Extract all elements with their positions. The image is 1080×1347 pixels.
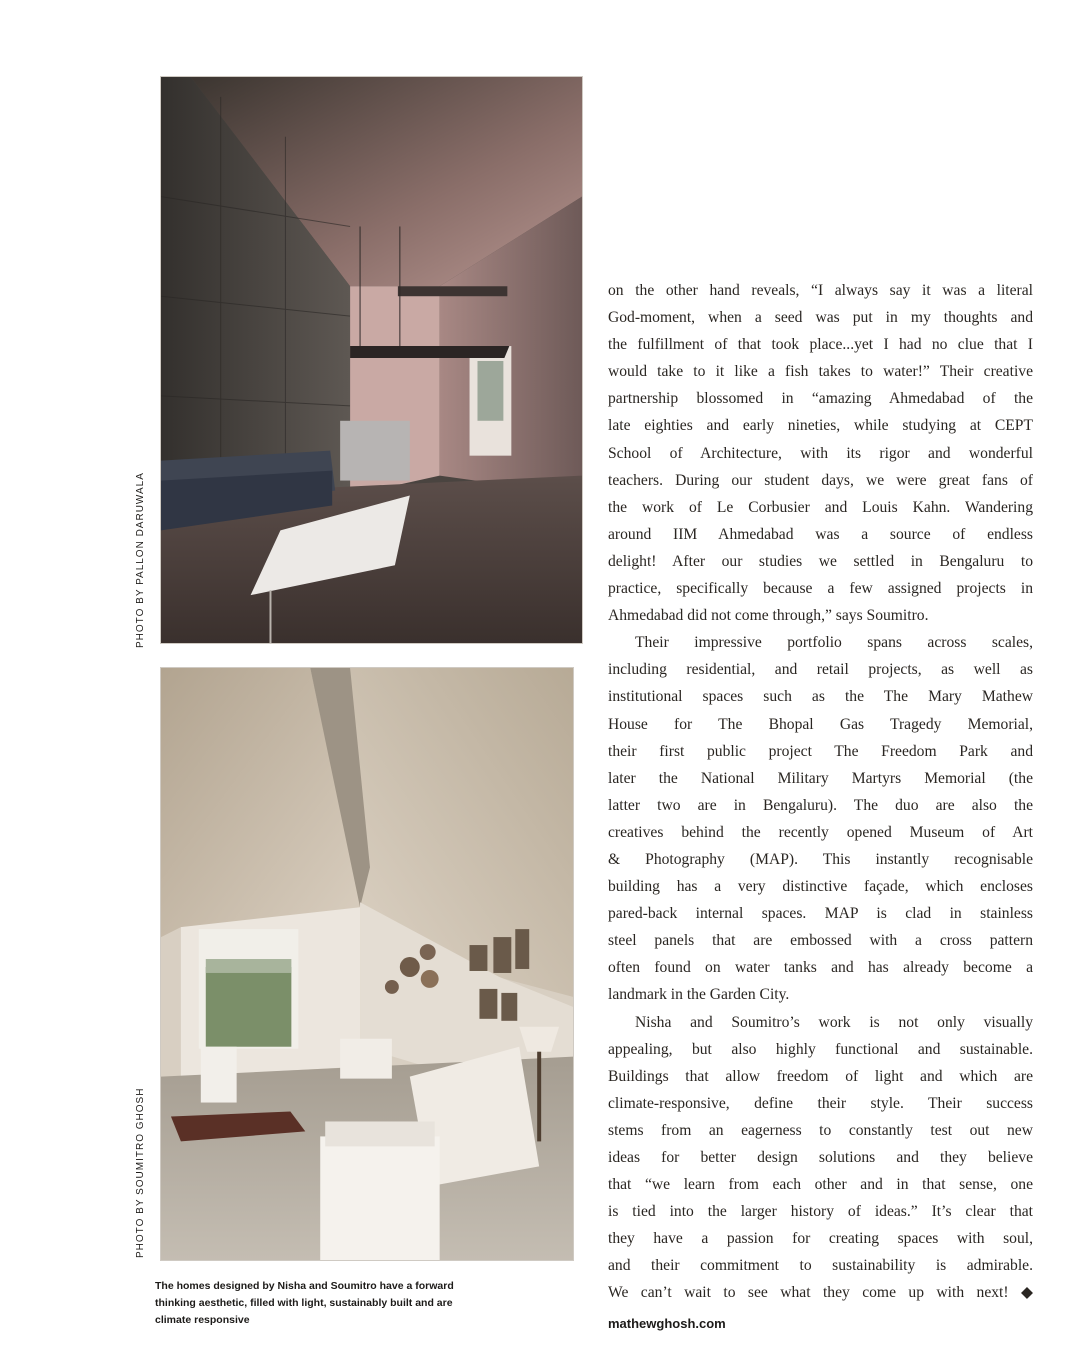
interior-photo-concrete-hall — [160, 76, 583, 644]
article-line: often found on water tanks and has already become a — [608, 959, 1033, 977]
article-line: pared-back internal spaces. MAP is clad in stainless — [608, 905, 1033, 923]
living-room-illustration — [161, 668, 573, 1260]
article-line: late eighties and early nineties, while studying at CEPT — [608, 417, 1033, 435]
article-line: institutional spaces such as the The Mary Mathew — [608, 688, 1033, 706]
article-line: they have a passion for creating spaces with soul, — [608, 1230, 1033, 1248]
article-line: building has a very distinctive façade, which encloses — [608, 878, 1033, 896]
caption-line: climate responsive — [155, 1314, 250, 1326]
article-line: delight! After our studies we settled in Bengaluru to — [608, 552, 1033, 570]
article-line: creatives behind the recently opened Museum of Art — [608, 823, 1033, 841]
article-line: Nisha and Soumitro’s work is not only visually — [635, 1013, 1033, 1031]
article-line: stems from an eagerness to constantly test out new — [608, 1121, 1033, 1139]
article-line: steel panels that are embossed with a cross pattern — [608, 932, 1033, 950]
article-line: is tied into the larger history of ideas.” It’s clear that — [608, 1203, 1033, 1221]
article-line: later the National Military Martyrs Memorial (the — [608, 769, 1033, 787]
article-line: We can’t wait to see what they come up with next! ◆ — [608, 1284, 1033, 1302]
article-line: Their impressive portfolio spans across scales, — [635, 634, 1033, 652]
website-link[interactable]: mathewghosh.com — [608, 1316, 726, 1331]
article-line: would take to it like a fish takes to water!” Their creative — [608, 363, 1033, 381]
article-line: around IIM Ahmedabad was a source of endless — [608, 525, 1033, 543]
photo-credit-top: PHOTO BY PALLON DARUWALA — [135, 472, 146, 648]
article-line: teachers. During our student days, we were great fans of — [608, 471, 1033, 489]
article-line: Buildings that allow freedom of light and which are — [608, 1067, 1033, 1085]
caption-line: The homes designed by Nisha and Soumitro have a forward — [155, 1280, 454, 1292]
article-line: the fulfillment of that took place...yet I had no clue that I — [608, 336, 1033, 354]
article-line: latter two are in Bengaluru). The duo are also the — [608, 796, 1033, 814]
article-line: God-moment, when a seed was put in my thoughts and — [608, 309, 1033, 327]
photo-caption — [155, 1278, 555, 1329]
interior-photo-gabled-living-room — [160, 667, 574, 1261]
article-line: appealing, but also highly functional and sustainable. — [608, 1040, 1033, 1058]
caption-line: thinking aesthetic, filled with light, sustainably built and are — [155, 1297, 453, 1309]
article-column — [608, 277, 1033, 1307]
article-line: ideas for better design solutions and they believe — [608, 1149, 1033, 1166]
article-line: partnership blossomed in “amazing Ahmedabad of the — [608, 390, 1033, 408]
article-line: their first public project The Freedom Park and — [608, 742, 1033, 760]
article-line: practice, specifically because a few assigned projects in — [608, 580, 1033, 598]
article-line: on the other hand reveals, “I always say it was a literal — [608, 282, 1033, 299]
article-line: Ahmedabad did not come through,” says Soumitro. — [608, 607, 929, 625]
article-line: landmark in the Garden City. — [608, 986, 790, 1004]
photo-credit-bottom: PHOTO BY SOUMITRO GHOSH — [135, 1087, 146, 1258]
article-line: that “we learn from each other and in that sense, one — [608, 1176, 1033, 1194]
article-line: School of Architecture, with its rigor and wonderful — [608, 444, 1033, 462]
article-line: House for The Bhopal Gas Tragedy Memorial, — [608, 715, 1033, 733]
concrete-hall-illustration — [161, 77, 582, 643]
article-line: & Photography (MAP). This instantly recognisable — [608, 850, 1033, 868]
article-line: climate-responsive, define their style. Their success — [608, 1094, 1033, 1112]
article-line: and their commitment to sustainability is admirable. — [608, 1257, 1033, 1275]
article-line: the work of Le Corbusier and Louis Kahn. Wandering — [608, 498, 1033, 516]
article-line: including residential, and retail projects, as well as — [608, 661, 1033, 679]
